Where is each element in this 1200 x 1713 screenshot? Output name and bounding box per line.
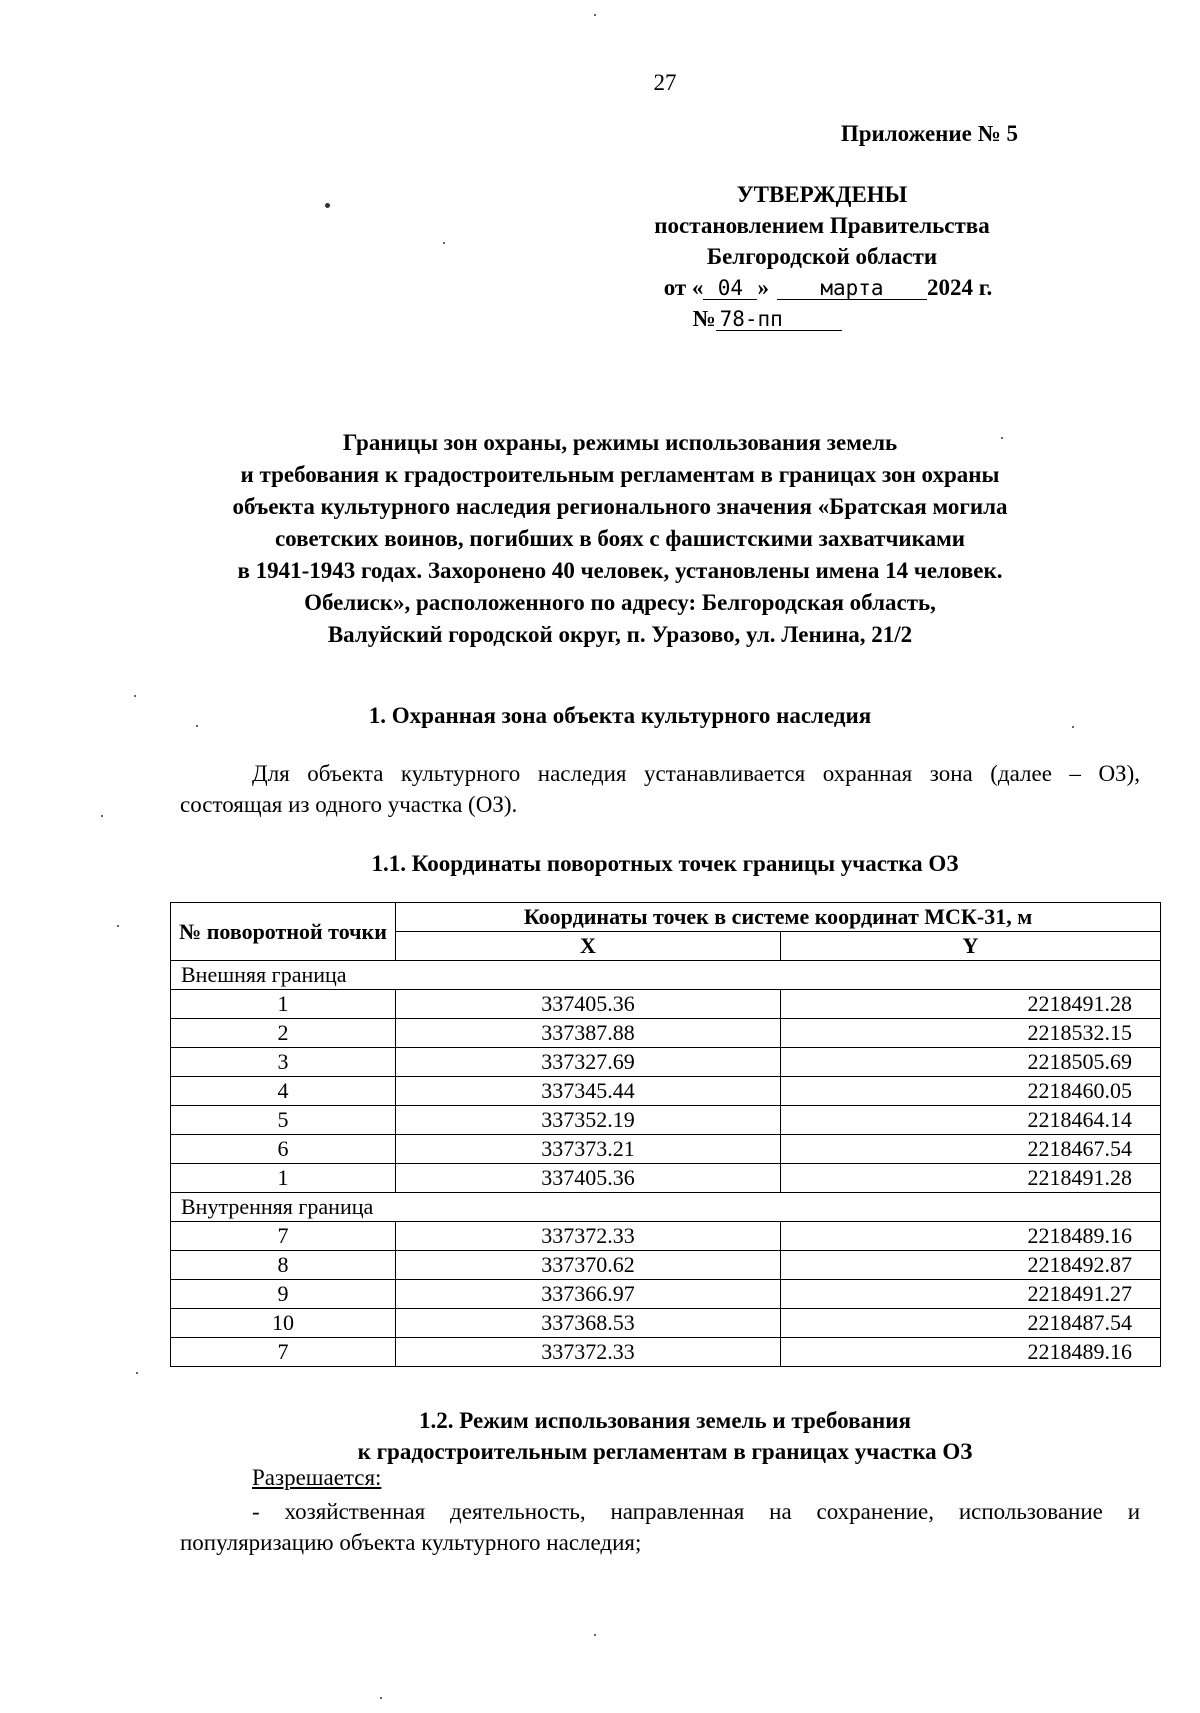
cell-x: 337387.88	[396, 1019, 781, 1048]
table-row	[171, 990, 1161, 1019]
header-point: № поворотной точки	[171, 903, 396, 961]
cell-point: 3	[171, 1048, 396, 1077]
table-row	[171, 1222, 1161, 1251]
cell-x: 337327.69	[396, 1048, 781, 1077]
cell-point: 1	[171, 990, 396, 1019]
approved-label: УТВЕРЖДЕНЫ	[736, 182, 908, 207]
cell-x: 337373.21	[396, 1135, 781, 1164]
header-coordinates: Координаты точек в системе координат МСК-31, м	[396, 903, 1161, 932]
table-row	[171, 1048, 1161, 1077]
cell-x: 337370.62	[396, 1251, 781, 1280]
cell-point: 7	[171, 1222, 396, 1251]
group-label-inner: Внутренняя граница	[171, 1193, 1161, 1222]
cell-point: 8	[171, 1251, 396, 1280]
cell-y: 2218532.15	[781, 1019, 1161, 1048]
approval-block	[572, 118, 1072, 334]
scan-speck	[136, 1372, 138, 1374]
cell-y: 2218491.28	[781, 1164, 1161, 1193]
approval-date	[572, 272, 1072, 303]
cell-point: 6	[171, 1135, 396, 1164]
cell-x: 337352.19	[396, 1106, 781, 1135]
table-row	[171, 1019, 1161, 1048]
section-1-2-heading-line-1: 1.2. Режим использования земель и требования	[419, 1408, 911, 1433]
cell-x: 337372.33	[396, 1338, 781, 1367]
cell-point: 4	[171, 1077, 396, 1106]
cell-y: 2218464.14	[781, 1106, 1161, 1135]
allowed-item-1-text: - хозяйственная деятельность, направленная на сохранение, использование и популяризацию объекта культурного наследия;	[180, 1499, 1140, 1555]
date-day: 04	[703, 277, 757, 300]
header-x: X	[396, 932, 781, 961]
table-row	[171, 1077, 1161, 1106]
cell-y: 2218467.54	[781, 1135, 1161, 1164]
date-month: марта	[777, 277, 927, 300]
cell-y: 2218505.69	[781, 1048, 1161, 1077]
cell-y: 2218491.28	[781, 990, 1161, 1019]
date-mid: »	[757, 275, 769, 300]
scan-speck	[134, 695, 136, 697]
coordinates-table	[170, 902, 1161, 1367]
cell-point: 1	[171, 1164, 396, 1193]
title-line: в 1941-1943 годах. Захоронено 40 человек, установлены имена 14 человек.	[237, 558, 1003, 583]
table-row	[171, 1251, 1161, 1280]
cell-y: 2218491.27	[781, 1280, 1161, 1309]
table-row	[171, 1164, 1161, 1193]
scan-speck	[325, 203, 330, 208]
cell-point: 5	[171, 1106, 396, 1135]
section-1-paragraph-text: Для объекта культурного наследия устанавливается охранная зона (далее – ОЗ), состоящая из одного участка (ОЗ).	[180, 761, 1140, 817]
scan-speck	[594, 1634, 596, 1636]
cell-x: 337405.36	[396, 1164, 781, 1193]
cell-y: 2218492.87	[781, 1251, 1161, 1280]
title-line: Валуйский городской округ, п. Уразово, ул. Ленина, 21/2	[327, 622, 913, 647]
cell-x: 337405.36	[396, 990, 781, 1019]
approval-line-1: постановлением Правительства	[654, 213, 990, 238]
number-prefix: №	[692, 306, 716, 331]
allowed-label: Разрешается:	[252, 1465, 382, 1490]
page-number: 27	[653, 70, 677, 95]
approval-number	[572, 303, 1072, 334]
title-line: объекта культурного наследия регионального значения «Братская могила	[232, 494, 1008, 519]
cell-x: 337345.44	[396, 1077, 781, 1106]
cell-x: 337366.97	[396, 1280, 781, 1309]
approval-line-2: Белгородской области	[706, 244, 938, 269]
cell-point: 9	[171, 1280, 396, 1309]
cell-x: 337372.33	[396, 1222, 781, 1251]
cell-y: 2218460.05	[781, 1077, 1161, 1106]
date-year: 2024 г.	[926, 275, 993, 300]
section-1-2-heading	[215, 1405, 1115, 1467]
title-line: советских воинов, погибших в боях с фашистскими захватчиками	[274, 526, 966, 551]
scan-speck	[1001, 437, 1003, 439]
group-label-outer: Внешняя граница	[171, 961, 1161, 990]
title-line: Границы зон охраны, режимы использования земель	[342, 430, 898, 455]
table-row	[171, 1338, 1161, 1367]
section-1-paragraph	[180, 758, 1140, 820]
scan-speck	[117, 925, 119, 927]
scan-speck	[380, 1697, 382, 1699]
scan-speck	[1072, 726, 1074, 728]
table-row	[171, 1106, 1161, 1135]
allowed-item-1	[180, 1496, 1140, 1558]
section-1-1-heading: 1.1. Координаты поворотных точек границы участка ОЗ	[371, 851, 959, 876]
table-row	[171, 1135, 1161, 1164]
cell-y: 2218489.16	[781, 1222, 1161, 1251]
scan-speck	[443, 242, 445, 244]
table-row	[171, 1309, 1161, 1338]
scan-speck	[594, 14, 596, 16]
cell-y: 2218489.16	[781, 1338, 1161, 1367]
scan-speck	[196, 725, 198, 727]
date-prefix: от «	[663, 275, 704, 300]
header-y: Y	[781, 932, 1161, 961]
cell-y: 2218487.54	[781, 1309, 1161, 1338]
scan-speck	[101, 815, 103, 817]
title-line: и требования к градостроительным регламентам в границах зон охраны	[240, 462, 1000, 487]
document-number: 78-пп	[716, 308, 842, 331]
annex-label: Приложение № 5	[840, 121, 1018, 146]
cell-x: 337368.53	[396, 1309, 781, 1338]
title-line: Обелиск», расположенного по адресу: Белгородская область,	[304, 590, 936, 615]
document-title	[170, 427, 1070, 651]
section-1-heading: 1. Охранная зона объекта культурного наследия	[368, 703, 872, 728]
table-row	[171, 1280, 1161, 1309]
cell-point: 10	[171, 1309, 396, 1338]
cell-point: 7	[171, 1338, 396, 1367]
cell-point: 2	[171, 1019, 396, 1048]
section-1-2-heading-line-2: к градостроительным регламентам в границах участка ОЗ	[357, 1439, 973, 1464]
